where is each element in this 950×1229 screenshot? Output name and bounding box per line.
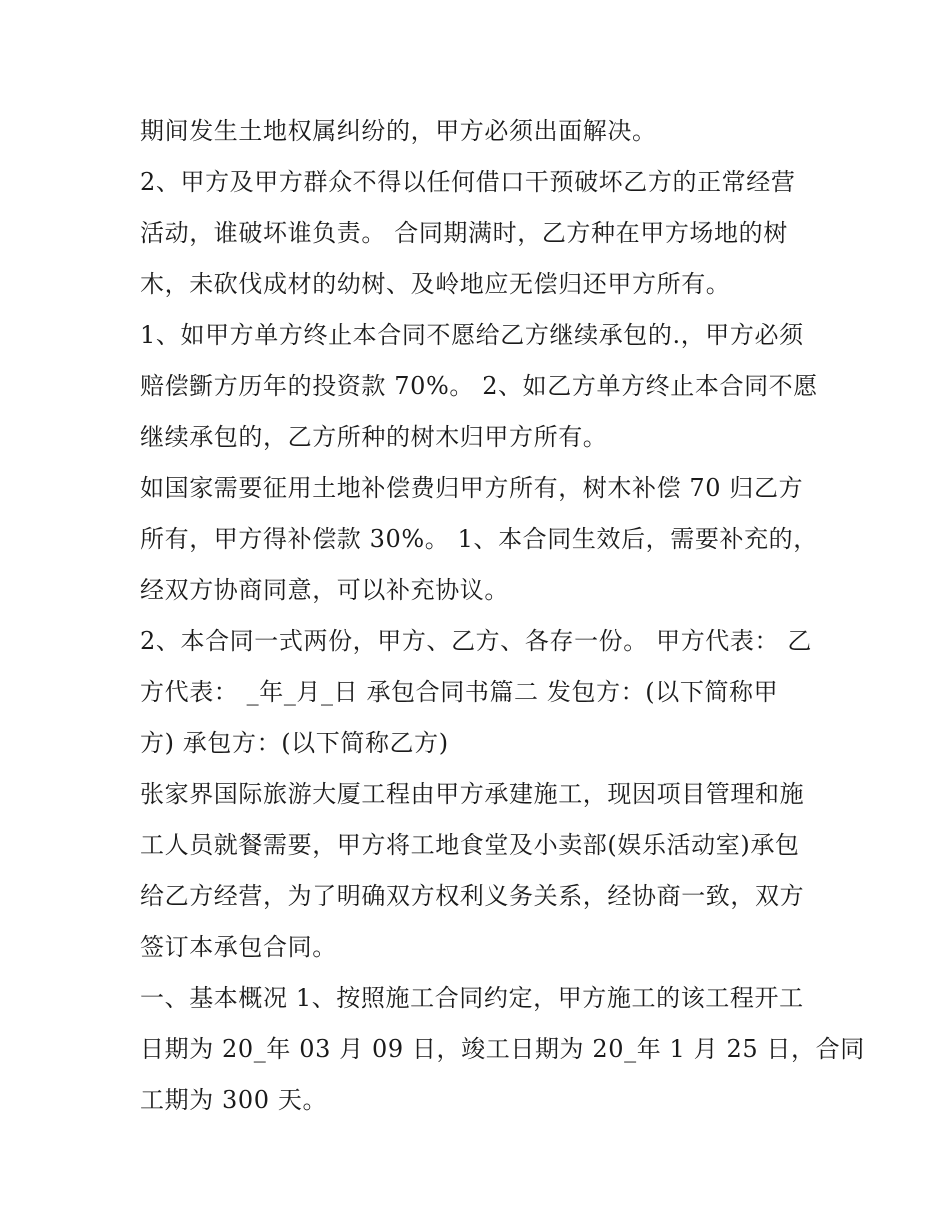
text-line: 继续承包的，乙方所种的树木归甲方所有。: [140, 423, 608, 451]
text-line: 经双方协商同意，可以补充协议。: [140, 576, 509, 604]
text-line: 赔偿斵方历年的投资款 70%。 2、如乙方单方终止本合同不愿: [140, 372, 818, 400]
text-line: 工期为 300 天。: [140, 1086, 328, 1114]
text-line: 2、本合同一式两份，甲方、乙方、各存一份。 甲方代表： 乙: [140, 627, 812, 655]
text-line: 日期为 20_年 03 月 09 日，竣工日期为 20_年 1 月 25 日，合同: [140, 1035, 865, 1063]
document-body: [140, 106, 865, 1126]
text-line: 所有，甲方得补偿款 30%。 1、本合同生效后，需要补充的，: [140, 525, 818, 553]
text-line: 如国家需要征用土地补偿费归甲方所有，树木补偿 70 归乙方: [140, 474, 804, 502]
text-line: 1、如甲方单方终止本合同不愿给乙方继续承包的.，甲方必须: [140, 321, 804, 349]
text-line: 期间发生土地权属纠纷的，甲方必须出面解决。: [140, 117, 657, 145]
text-line: 方) 承包方：(以下简称乙方): [140, 729, 449, 757]
text-line: 方代表： _年_月_日 承包合同书篇二 发包方：(以下简称甲: [140, 678, 779, 706]
text-line: 活动，谁破坏谁负责。 合同期满时，乙方种在甲方场地的树: [140, 219, 788, 247]
text-line: 给乙方经营，为了明确双方权利义务关系，经协商一致，双方: [140, 882, 805, 910]
text-line: 张家界国际旅游大厦工程由甲方承建施工，现因项目管理和施: [140, 780, 805, 808]
text-line: 木，未砍伐成材的幼树、及岭地应无偿归还甲方所有。: [140, 270, 731, 298]
text-line: 2、甲方及甲方群众不得以任何借口干预破坏乙方的正常经营: [140, 168, 796, 196]
text-line: 工人员就餐需要，甲方将工地食堂及小卖部(娱乐活动室)承包: [140, 831, 800, 859]
text-line: 签订本承包合同。: [140, 933, 337, 961]
text-line: 一、基本概况 1、按照施工合同约定，甲方施工的该工程开工: [140, 984, 804, 1012]
